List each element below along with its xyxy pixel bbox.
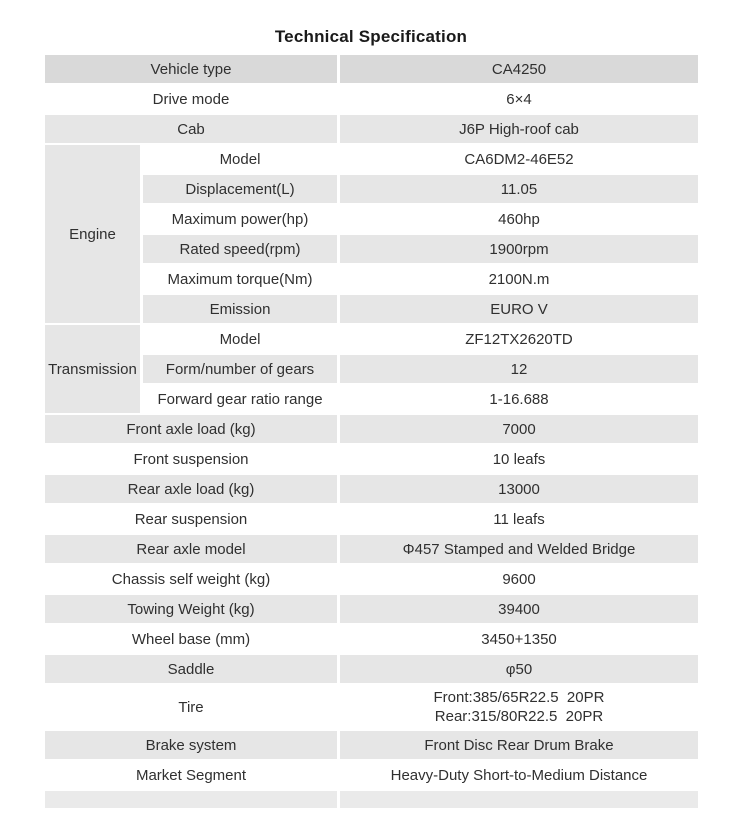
- row-towing-weight-value: 39400: [340, 595, 698, 623]
- row-cab-label: Cab: [45, 115, 337, 143]
- row-cab: [45, 115, 698, 143]
- row-towing-weight: [45, 595, 698, 623]
- row-drive-mode-label: Drive mode: [45, 85, 337, 113]
- footer-bar-value-cell: [340, 791, 698, 808]
- row-drive-mode-value: 6×4: [340, 85, 698, 113]
- row-vehicle-type-label: Vehicle type: [45, 55, 337, 83]
- row-rear-axle-model-label: Rear axle model: [45, 535, 337, 563]
- row-front-axle-load: [45, 415, 698, 443]
- row-rated-speed: [45, 235, 698, 263]
- row-brake-system-value: Front Disc Rear Drum Brake: [340, 731, 698, 759]
- row-gears-value: 12: [340, 355, 698, 383]
- row-saddle: [45, 655, 698, 683]
- row-displacement-label: Displacement(L): [143, 175, 337, 203]
- row-rear-axle-model: [45, 535, 698, 563]
- row-displacement-value: 11.05: [340, 175, 698, 203]
- row-max-torque: [45, 265, 698, 293]
- row-emission-label: Emission: [143, 295, 337, 323]
- row-rear-axle-model-value: Φ457 Stamped and Welded Bridge: [340, 535, 698, 563]
- row-saddle-value: φ50: [340, 655, 698, 683]
- row-rated-speed-label: Rated speed(rpm): [143, 235, 337, 263]
- row-gears: [45, 355, 698, 383]
- row-rear-axle-load-value: 13000: [340, 475, 698, 503]
- row-front-axle-load-value: 7000: [340, 415, 698, 443]
- row-drive-mode: [45, 85, 698, 113]
- row-emission-value: EURO V: [340, 295, 698, 323]
- row-rear-axle-load-label: Rear axle load (kg): [45, 475, 337, 503]
- row-wheel-base-value: 3450+1350: [340, 625, 698, 653]
- row-max-power-value: 460hp: [340, 205, 698, 233]
- row-gear-ratio-label: Forward gear ratio range: [143, 385, 337, 413]
- row-saddle-label: Saddle: [45, 655, 337, 683]
- row-engine-model-value: CA6DM2-46E52: [340, 145, 698, 173]
- row-brake-system: [45, 731, 698, 759]
- row-chassis-weight-label: Chassis self weight (kg): [45, 565, 337, 593]
- row-wheel-base: [45, 625, 698, 653]
- row-rear-suspension-label: Rear suspension: [45, 505, 337, 533]
- footer-bar-label-cell: [45, 791, 337, 808]
- row-cab-value: J6P High-roof cab: [340, 115, 698, 143]
- row-tire-label: Tire: [45, 685, 337, 729]
- row-front-suspension: [45, 445, 698, 473]
- row-rear-axle-load: [45, 475, 698, 503]
- row-gear-ratio: [45, 385, 698, 413]
- row-vehicle-type-value: CA4250: [340, 55, 698, 83]
- row-vehicle-type: [45, 55, 698, 83]
- row-engine-model-label: Model: [143, 145, 337, 173]
- row-emission: [45, 295, 698, 323]
- row-gears-label: Form/number of gears: [143, 355, 337, 383]
- row-front-suspension-label: Front suspension: [45, 445, 337, 473]
- row-chassis-weight-value: 9600: [340, 565, 698, 593]
- row-gear-ratio-value: 1-16.688: [340, 385, 698, 413]
- row-transmission-model-label: Model: [143, 325, 337, 353]
- row-market-segment-value: Heavy-Duty Short-to-Medium Distance: [340, 761, 698, 789]
- group-cell-transmission: Transmission: [45, 325, 140, 413]
- row-wheel-base-label: Wheel base (mm): [45, 625, 337, 653]
- row-transmission-model: [45, 325, 698, 353]
- tire-front-spec: Front:385/65R22.5 20PR: [433, 689, 605, 706]
- group-cell-engine: Engine: [45, 145, 140, 323]
- row-brake-system-label: Brake system: [45, 731, 337, 759]
- row-rated-speed-value: 1900rpm: [340, 235, 698, 263]
- row-front-axle-load-label: Front axle load (kg): [45, 415, 337, 443]
- row-towing-weight-label: Towing Weight (kg): [45, 595, 337, 623]
- row-transmission-model-value: ZF12TX2620TD: [340, 325, 698, 353]
- row-max-power: [45, 205, 698, 233]
- tire-rear-spec: Rear:315/80R22.5 20PR: [434, 708, 604, 725]
- row-rear-suspension: [45, 505, 698, 533]
- row-max-torque-label: Maximum torque(Nm): [143, 265, 337, 293]
- spec-table: [42, 53, 701, 810]
- row-footer-bar: [45, 791, 698, 808]
- row-max-torque-value: 2100N.m: [340, 265, 698, 293]
- row-max-power-label: Maximum power(hp): [143, 205, 337, 233]
- row-rear-suspension-value: 11 leafs: [340, 505, 698, 533]
- row-market-segment: [45, 761, 698, 789]
- row-front-suspension-value: 10 leafs: [340, 445, 698, 473]
- row-tire: [45, 685, 698, 729]
- page-title: Technical Specification: [274, 27, 468, 46]
- row-engine-model: [45, 145, 698, 173]
- row-displacement: [45, 175, 698, 203]
- row-market-segment-label: Market Segment: [45, 761, 337, 789]
- row-tire-value: [340, 685, 698, 729]
- row-chassis-weight: [45, 565, 698, 593]
